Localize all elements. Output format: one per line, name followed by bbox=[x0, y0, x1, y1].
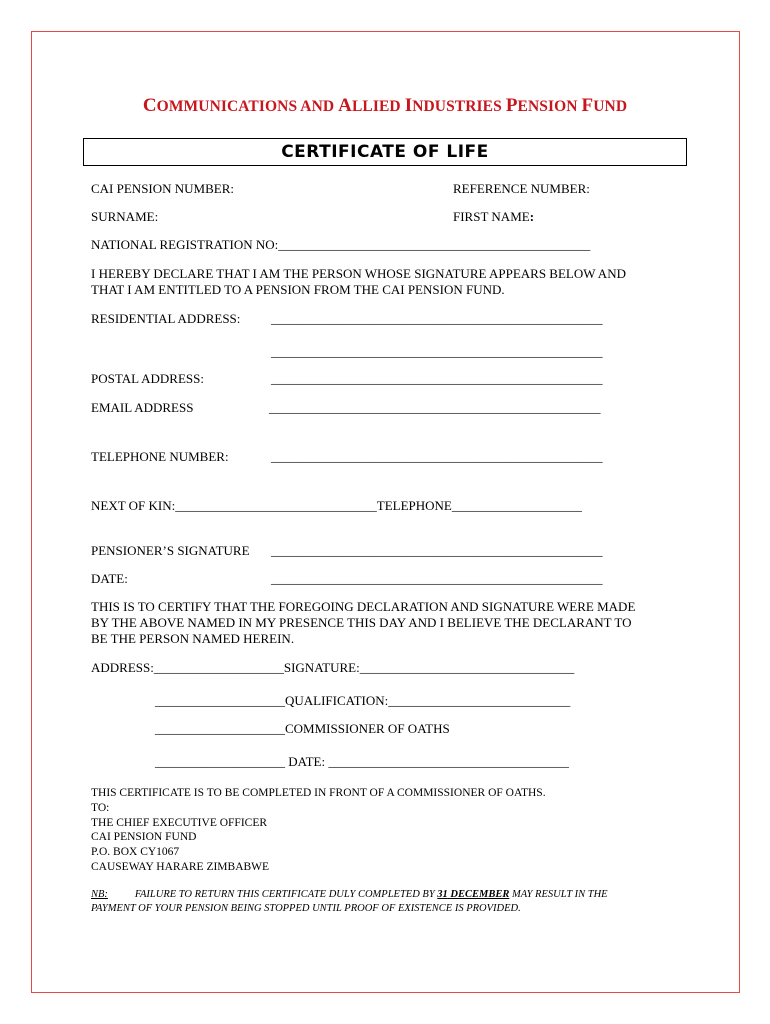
certify-line-2: BY THE ABOVE NAMED IN MY PRESENCE THIS DAY AND I BELIEVE THE DECLARANT TO bbox=[91, 615, 632, 630]
telephone-number-label: TELEPHONE NUMBER: bbox=[91, 449, 229, 464]
national-registration-field[interactable]: NATIONAL REGISTRATION NO:________________________________________________ bbox=[91, 237, 591, 252]
footer-instruction: THIS CERTIFICATE IS TO BE COMPLETED IN FRONT OF A COMMISSIONER OF OATHS. bbox=[91, 787, 546, 799]
nb-note-line-2: PAYMENT OF YOUR PENSION BEING STOPPED UNTIL PROOF OF EXISTENCE IS PROVIDED. bbox=[91, 903, 521, 914]
postal-address-line[interactable]: ___________________________________________________ bbox=[271, 371, 603, 386]
telephone-number-line[interactable]: ___________________________________________________ bbox=[271, 449, 603, 464]
commissioner-qualification-field[interactable]: ____________________QUALIFICATION:____________________________ bbox=[155, 693, 571, 708]
date-label: DATE: bbox=[91, 571, 128, 586]
footer-po-box: P.O. BOX CY1067 bbox=[91, 846, 180, 858]
footer-recipient: THE CHIEF EXECUTIVE OFFICER bbox=[91, 817, 268, 829]
residential-address-line-2[interactable]: ___________________________________________________ bbox=[271, 344, 603, 359]
nb-note-line-1: NB: FAILURE TO RETURN THIS CERTIFICATE DULY COMPLETED BY 31 DECEMBER MAY RESULT IN THE bbox=[91, 889, 608, 900]
declaration-line-2: THAT I AM ENTITLED TO A PENSION FROM THE CAI PENSION FUND. bbox=[91, 282, 505, 297]
footer-to: TO: bbox=[91, 802, 110, 814]
surname-label: SURNAME: bbox=[91, 209, 159, 224]
pensioner-signature-line[interactable]: ___________________________________________________ bbox=[271, 543, 603, 558]
reference-number-label: REFERENCE NUMBER: bbox=[453, 181, 590, 196]
fund-title: COMMUNICATIONS AND ALLIED INDUSTRIES PENSION FUND bbox=[142, 95, 628, 116]
residential-address-line-1[interactable]: ___________________________________________________ bbox=[271, 311, 603, 326]
footer-city: CAUSEWAY HARARE ZIMBABWE bbox=[91, 861, 270, 873]
commissioner-address-signature-field[interactable]: ADDRESS:____________________SIGNATURE:_________________________________ bbox=[91, 660, 575, 675]
residential-address-label: RESIDENTIAL ADDRESS: bbox=[91, 311, 241, 326]
email-address-label: EMAIL ADDRESS bbox=[91, 400, 194, 415]
pensioner-signature-label: PENSIONER’S SIGNATURE bbox=[91, 543, 250, 558]
footer-fund: CAI PENSION FUND bbox=[91, 831, 197, 843]
certify-line-3: BE THE PERSON NAMED HEREIN. bbox=[91, 631, 295, 646]
certify-line-1: THIS IS TO CERTIFY THAT THE FOREGOING DECLARATION AND SIGNATURE WERE MADE bbox=[91, 599, 636, 614]
certificate-title: CERTIFICATE OF LIFE bbox=[281, 142, 489, 162]
certificate-title-box bbox=[83, 138, 687, 166]
pension-number-label: CAI PENSION NUMBER: bbox=[91, 181, 235, 196]
commissioner-date-field[interactable]: ____________________ DATE: _____________________________________ bbox=[155, 754, 569, 769]
declaration-line-1: I HEREBY DECLARE THAT I AM THE PERSON WHOSE SIGNATURE APPEARS BELOW AND bbox=[91, 266, 626, 281]
postal-address-label: POSTAL ADDRESS: bbox=[91, 371, 204, 386]
first-name-label: FIRST NAME: bbox=[453, 209, 535, 224]
email-address-line[interactable]: ___________________________________________________ bbox=[269, 400, 601, 415]
next-of-kin-field[interactable]: NEXT OF KIN:_______________________________TELEPHONE____________________ bbox=[91, 498, 582, 513]
commissioner-of-oaths-field[interactable]: ____________________COMMISSIONER OF OATHS bbox=[155, 721, 450, 736]
date-line[interactable]: ___________________________________________________ bbox=[271, 571, 603, 586]
